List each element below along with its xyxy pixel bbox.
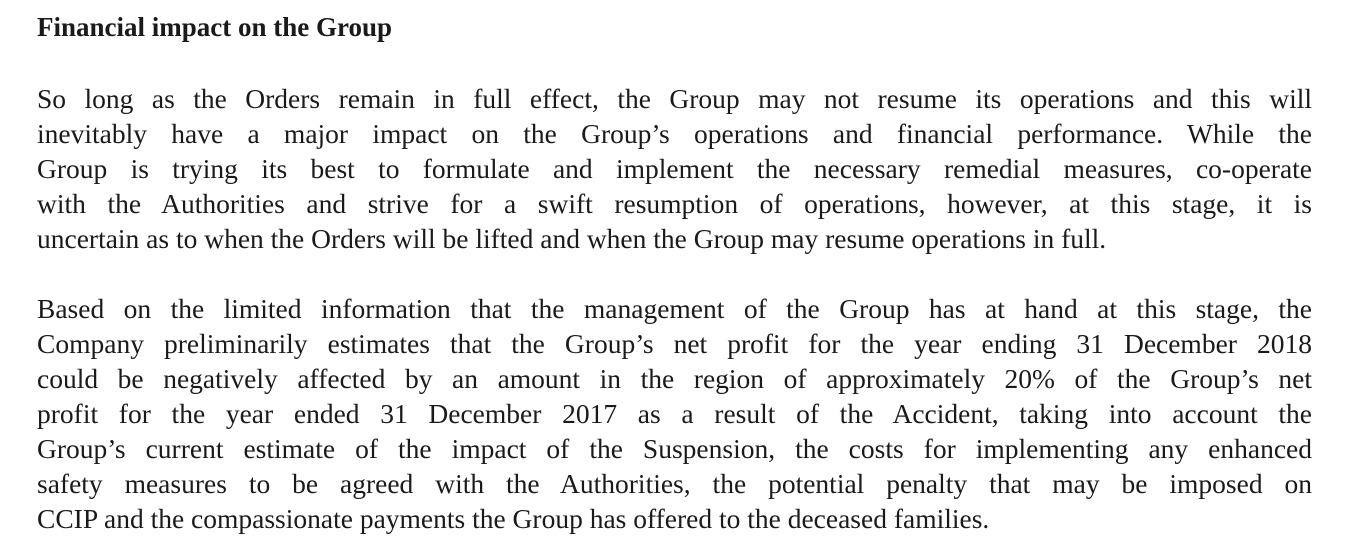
paragraph-line: Group’s current estimate of the impact of the Suspension, the costs for implementing any enhanced [37, 433, 1312, 464]
paragraph-operations-impact [37, 81, 1312, 256]
paragraph-line: profit for the year ended 31 December 2017 as a result of the Accident, taking into account the [37, 398, 1312, 429]
paragraph-line: could be negatively affected by an amount in the region of approximately 20% of the Group’s net [37, 363, 1312, 394]
paragraph-line: Group is trying its best to formulate and implement the necessary remedial measures, co-operate [37, 153, 1312, 184]
paragraph-line: uncertain as to when the Orders will be lifted and when the Group may resume operations in full. [37, 223, 1107, 254]
paragraph-line: Based on the limited information that the management of the Group has at hand at this stage, the [37, 293, 1312, 324]
paragraph-line: So long as the Orders remain in full effect, the Group may not resume its operations and this will [37, 83, 1312, 114]
paragraph-line: CCIP and the compassionate payments the Group has offered to the deceased families. [37, 503, 990, 534]
paragraph-line: inevitably have a major impact on the Group’s operations and financial performance. While the [37, 118, 1312, 149]
section-heading: Financial impact on the Group [37, 12, 393, 42]
paragraph-line: safety measures to be agreed with the Authorities, the potential penalty that may be imposed on [37, 468, 1312, 499]
paragraph-line: with the Authorities and strive for a swift resumption of operations, however, at this stage, it is [37, 188, 1312, 219]
paragraph-line: Company preliminarily estimates that the Group’s net profit for the year ending 31 December 2018 [37, 328, 1312, 359]
paragraph-profit-estimate [37, 291, 1312, 536]
